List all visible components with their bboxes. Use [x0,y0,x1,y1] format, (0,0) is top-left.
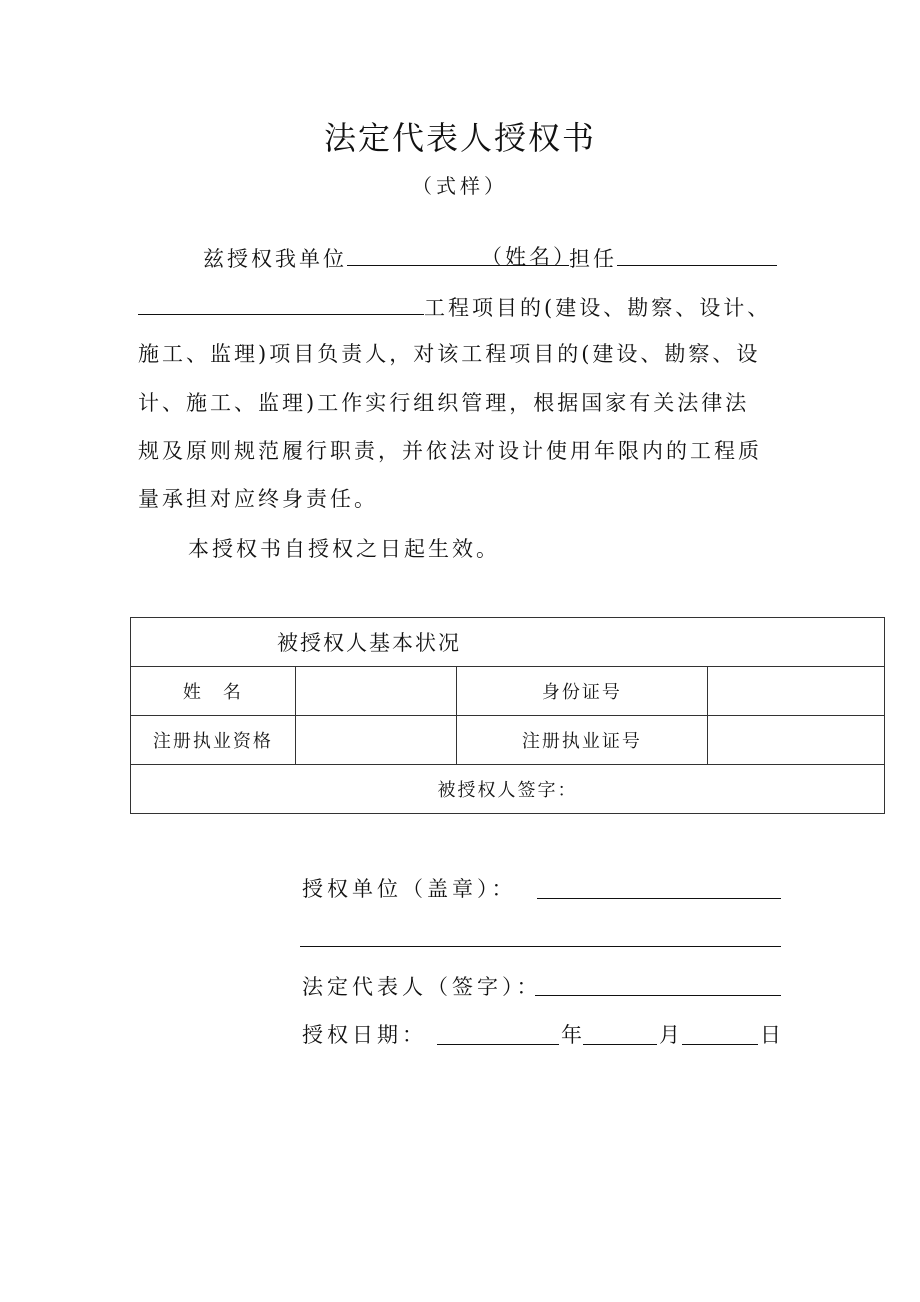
table-header: 被授权人基本状况 [131,618,885,667]
paragraph-line-5: 规及原则规范履行职责，并依法对设计使用年限内的工程质 [138,439,762,463]
id-label: 身份证号 [456,667,708,716]
document-subtitle: （式样） [412,174,508,198]
legal-rep-blank[interactable] [535,973,781,996]
qualification-label: 注册执业资格 [131,716,296,765]
paragraph-line-7: 本授权书自授权之日起生效。 [188,537,500,561]
year-blank[interactable] [437,1022,559,1045]
unit-seal-label: 授权单位（盖章）： [302,877,517,901]
date-label: 授权日期： [302,1023,427,1047]
name-field[interactable] [295,667,456,716]
qualification-field[interactable] [295,716,456,765]
table-header-row [131,618,885,667]
paragraph-line-3: 施工、监理)项目负责人，对该工程项目的(建设、勘察、设 [138,342,761,366]
license-label: 注册执业证号 [456,716,708,765]
id-field[interactable] [708,667,885,716]
paragraph-line-1 [203,243,777,273]
license-field[interactable] [708,716,885,765]
line1-prefix: 兹授权我单位 [203,247,347,271]
day-label: 日 [760,1023,785,1047]
legal-rep-label: 法定代表人（签字）： [302,975,542,999]
name-blank[interactable] [347,243,577,269]
unit-name-blank[interactable] [300,924,781,947]
line1-suffix: 担任 [569,247,617,271]
day-blank[interactable] [682,1022,758,1045]
line2-text: 工程项目的(建设、勘察、设计、 [424,296,772,320]
position-blank[interactable] [617,243,777,266]
table-row [131,765,885,814]
paragraph-line-6: 量承担对应终身责任。 [138,487,378,511]
month-blank[interactable] [583,1022,657,1045]
document-title: 法定代表人授权书 [323,119,596,157]
year-label: 年 [561,1023,586,1047]
unit-seal-blank[interactable] [537,876,781,899]
authorized-person-table [130,617,885,814]
signature-label[interactable]: 被授权人签字： [131,765,885,814]
month-label: 月 [659,1023,684,1047]
table-row [131,716,885,765]
paragraph-line-2 [138,292,771,322]
legal-rep-line [302,971,542,1001]
name-hint: （姓名） [481,245,577,269]
project-name-blank[interactable] [138,292,424,315]
unit-seal-line [302,873,517,903]
table-row [131,667,885,716]
name-label: 姓 名 [131,667,296,716]
paragraph-line-4: 计、施工、监理)工作实行组织管理，根据国家有关法律法 [138,391,750,415]
